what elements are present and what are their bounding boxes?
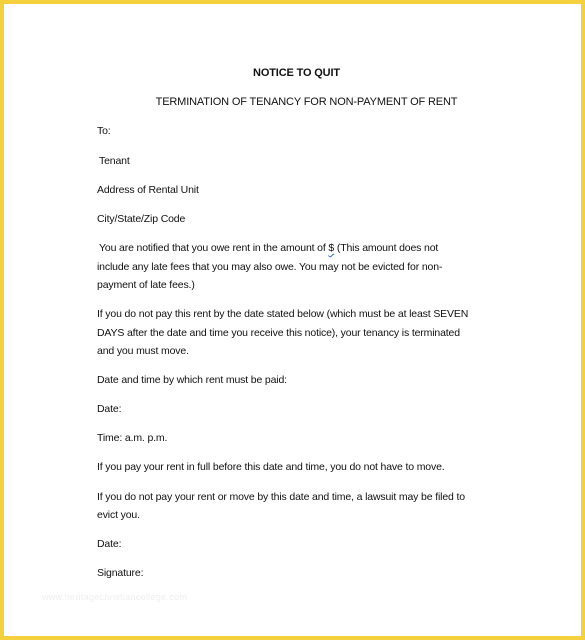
to-label: To: xyxy=(97,125,111,137)
rent-amount-text: You are notified that you owe rent in the amount of xyxy=(99,242,329,254)
rent-paragraph-line-3: payment of late fees.) xyxy=(97,279,195,291)
pay-paragraph-line-3: and you must move. xyxy=(97,345,189,357)
deadline-label: Date and time by which rent must be paid: xyxy=(97,374,287,386)
rent-note-text: (This amount does not xyxy=(334,242,439,254)
city-state-zip-field: City/State/Zip Code xyxy=(97,213,186,225)
lawsuit-paragraph-line-2: evict you. xyxy=(97,509,140,521)
tenant-field: Tenant xyxy=(99,155,130,167)
rent-paragraph-line-1 xyxy=(99,239,438,257)
lawsuit-paragraph-line-1: If you do not pay your rent or move by this date and time, a lawsuit may be filed to xyxy=(97,491,465,503)
time-label: Time: a.m. p.m. xyxy=(97,432,168,444)
pay-paragraph-line-1: If you do not pay this rent by the date stated below (which must be at least SEVEN xyxy=(97,308,469,320)
document-title: NOTICE TO QUIT xyxy=(253,67,340,79)
date-label-2: Date: xyxy=(97,538,122,550)
address-field: Address of Rental Unit xyxy=(97,184,199,196)
watermark-text: www.heritagechristiancollege.com xyxy=(42,592,188,602)
date-label-1: Date: xyxy=(97,403,122,415)
signature-label: Signature: xyxy=(97,567,144,579)
rent-paragraph-line-2: include any late fees that you may also owe. You may not be evicted for non- xyxy=(97,261,443,273)
document-subtitle: TERMINATION OF TENANCY FOR NON-PAYMENT OF RENT xyxy=(155,96,458,108)
full-payment-line: If you pay your rent in full before this date and time, you do not have to move. xyxy=(97,461,445,473)
rent-amount-field: $ xyxy=(328,242,335,254)
pay-paragraph-line-2: DAYS after the date and time you receive this notice), your tenancy is terminated xyxy=(97,327,460,339)
